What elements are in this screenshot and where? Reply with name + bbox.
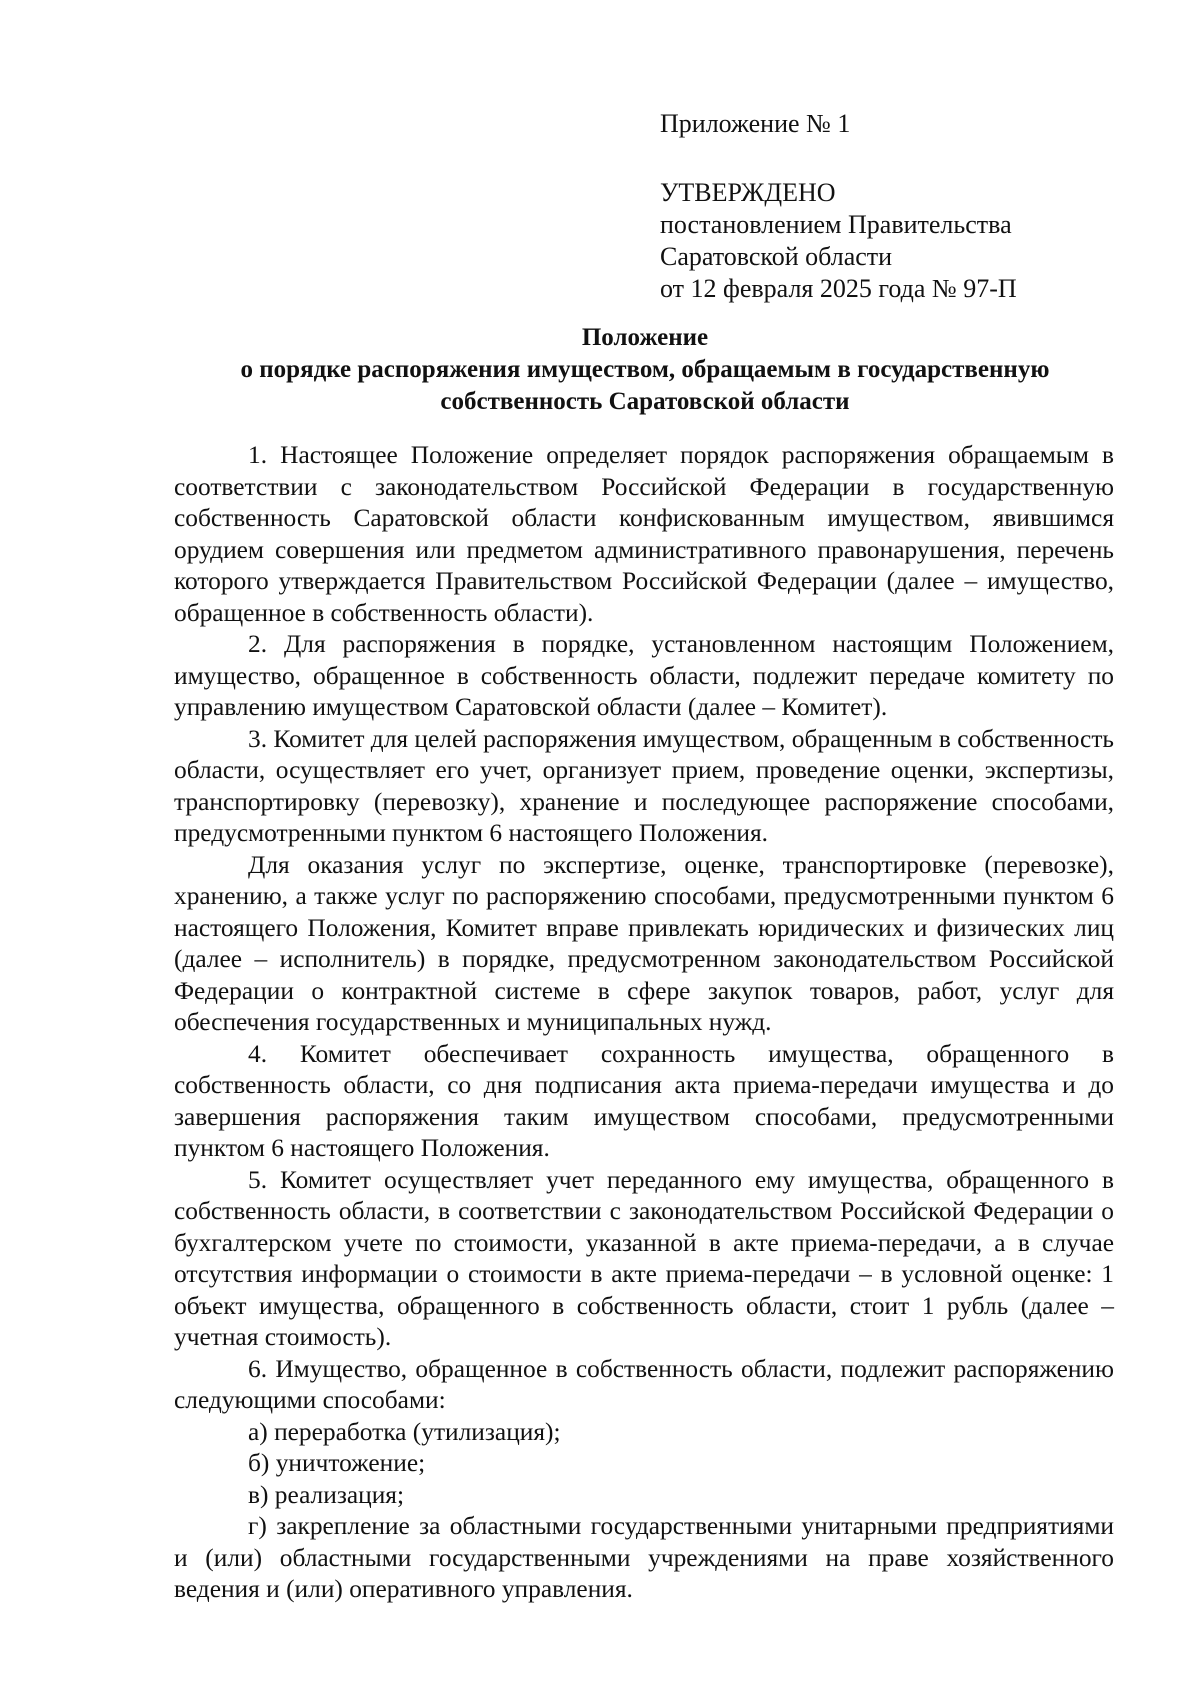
paragraph-4: 4. Комитет обеспечивает сохранность имущества, обращенного в собственность области, со дня подписания акта приема-передачи имущества и до завершения распоряжения таким имуществом способами, предусмотренными пунктом 6 настоящего Положения. [174,1039,1114,1162]
list-item-a: а) переработка (утилизация); [248,1417,561,1446]
approval-line-2: Саратовской области [660,242,893,271]
annex-number: Приложение № 1 [660,109,851,138]
title-line-2: о порядке распоряжения имуществом, обращаемым в государственную [240,356,1050,383]
approval-block [660,108,1140,305]
list-item-v: в) реализация; [248,1480,405,1509]
document-title [150,322,1140,418]
approval-line-1: постановлением Правительства [660,210,1012,239]
paragraph-5: 5. Комитет осуществляет учет переданного ему имущества, обращенного в собственность области, в соответствии с законодательством Российской Федерации о бухгалтерском учете по стоимости, указанной в акте приема-передачи, а в случае отсутствия информации о стоимости в акте приема-передачи – в условной оценке: 1 объект имущества, обращенного в собственность области, стоит 1 рубль (далее – учетная стоимость). [174,1165,1114,1351]
list-item-b: б) уничтожение; [248,1449,426,1477]
paragraph-3: 3. Комитет для целей распоряжения имуществом, обращенным в собственность области, осуществляет его учет, организует прием, проведение оценки, экспертизы, транспортировку (перевозку), хранение и последующее распоряжение способами, предусмотренными пунктом 6 настоящего Положения. [174,724,1114,847]
paragraph-6: 6. Имущество, обращенное в собственность области, подлежит распоряжению следующими способами: [174,1354,1114,1414]
paragraph-1: 1. Настоящее Положение определяет порядок распоряжения обращаемым в соответствии с законодательством Российской Федерации в государственную собственность Саратовской области конфискованным имуществом, явившимся орудием совершения или предметом административного правонарушения, перечень которого утверждается Правительством Российской Федерации (далее – имущество, обращенное в собственность области). [174,441,1114,627]
title-line-1: Положение [581,324,709,351]
approved-stamp-text: УТВЕРЖДЕНО [660,178,836,207]
title-line-3: собственность Саратовской области [440,388,850,415]
approval-date-number: от 12 февраля 2025 года № 97-П [660,274,1017,303]
paragraph-3-continued: Для оказания услуг по экспертизе, оценке, транспортировке (перевозке), хранению, а также услуг по распоряжению способами, предусмотренными пунктом 6 настоящего Положения, Комитет вправе привлекать юридических и физических лиц (далее – исполнитель) в порядке, предусмотренном законодательством Российской Федерации о контрактной системе в сфере закупок товаров, работ, услуг для обеспечения государственных и муниципальных нужд. [174,850,1114,1036]
document-body [174,440,1114,1606]
list-item-g: г) закрепление за областными государственными унитарными предприятиями и (или) областными государственными учреждениями на праве хозяйственного ведения и (или) оперативного управления. [174,1512,1114,1603]
paragraph-2: 2. Для распоряжения в порядке, установленном настоящим Положением, имущество, обращенное в собственность области, подлежит передаче комитету по управлению имуществом Саратовской области (далее – Комитет). [174,630,1114,721]
